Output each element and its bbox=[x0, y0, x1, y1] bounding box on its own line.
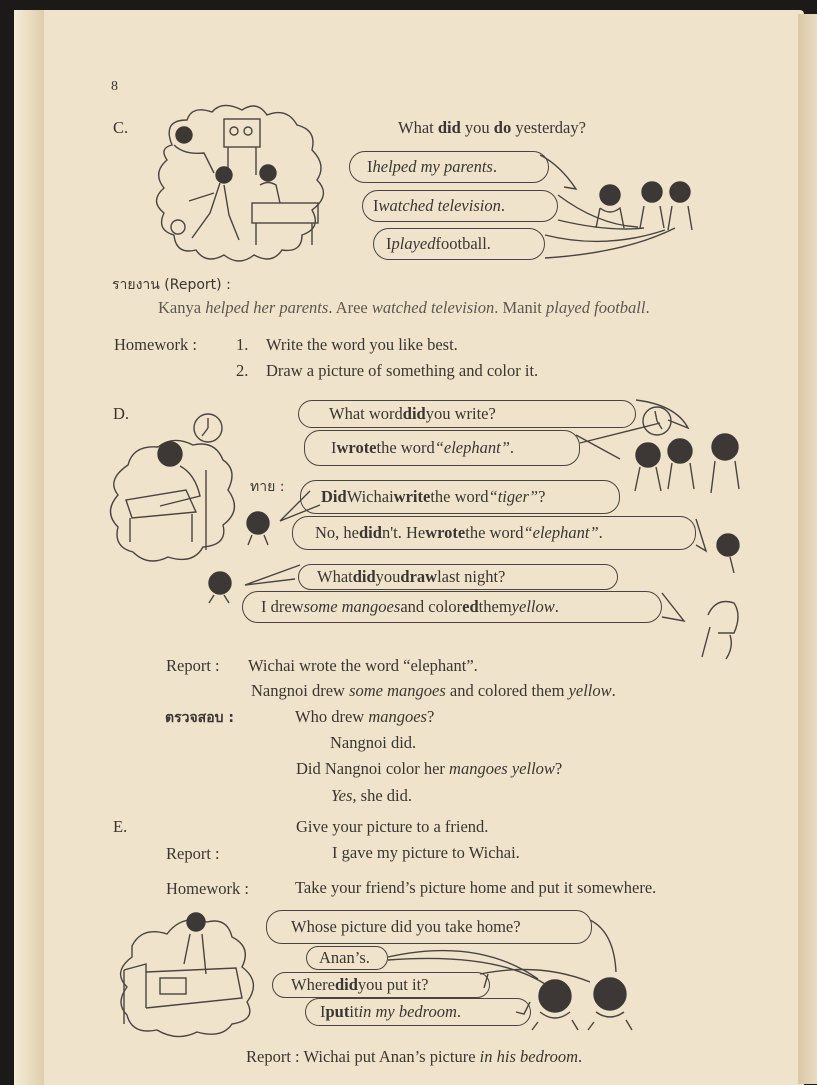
section-e-homework-label: Homework : bbox=[166, 879, 249, 898]
thought-cloud-illustration-bedroom bbox=[112, 906, 262, 1041]
bubble-tails-and-boys-e bbox=[380, 912, 640, 1032]
guess-label: ทาย : bbox=[250, 479, 285, 495]
speech-bubble-what-did-you-draw: What did you draw last night? bbox=[298, 564, 618, 590]
section-c-homework-label: Homework : bbox=[114, 335, 197, 354]
section-e-report-label: Report : bbox=[166, 844, 220, 863]
thought-cloud-illustration-activities bbox=[152, 105, 332, 265]
section-c-label: C. bbox=[113, 118, 129, 137]
check-question-2: Did Nangnoi color her mangoes yellow? bbox=[296, 759, 563, 778]
homework-item-2: Draw a picture of something and color it. bbox=[266, 361, 539, 380]
check-question-1: Who drew mangoes? bbox=[295, 707, 435, 726]
section-c-report: Kanya helped her parents. Aree watched television. Manit played football. bbox=[158, 298, 650, 317]
section-e-report: I gave my picture to Wichai. bbox=[332, 843, 520, 862]
speech-bubble-answer-3: I played football. bbox=[373, 228, 545, 260]
page-right-edge bbox=[798, 14, 817, 1084]
page-left-edge bbox=[14, 10, 44, 1085]
homework-item-1-number: 1. bbox=[236, 335, 249, 354]
speech-bubble-did-wichai-write: Did Wichai write the word “tiger” ? bbox=[300, 480, 620, 514]
homework-item-1: Write the word you like best. bbox=[266, 335, 458, 354]
speech-bubble-answer-1: I helped my parents . bbox=[349, 151, 549, 183]
check-answer-2: Yes, she did. bbox=[331, 786, 413, 805]
page-number: 8 bbox=[111, 79, 118, 94]
section-d-label: D. bbox=[113, 404, 130, 423]
section-c-question: What did you do yesterday? bbox=[398, 118, 586, 137]
speech-bubble-whose-picture: Whose picture did you take home? bbox=[266, 910, 592, 944]
speech-bubble-no-he-didnt: No, he did n't. He wrote the word “elephant” . bbox=[292, 516, 696, 550]
speech-bubble-drew-mangoes: I drew some mangoes and color ed them yellow . bbox=[242, 591, 662, 623]
section-e-final-report: Report : Wichai put Anan’s picture in his bedroom. bbox=[246, 1047, 583, 1066]
speech-bubble-what-word: What word did you write? bbox=[298, 400, 636, 428]
section-d-report-line-1: Wichai wrote the word “elephant”. bbox=[248, 656, 478, 675]
speech-bubble-where-did-you-put-it: Where did you put it? bbox=[272, 972, 490, 998]
bubble-tails-and-children-d bbox=[200, 395, 760, 665]
check-label: ตรวจสอบ : bbox=[165, 710, 234, 726]
speech-bubble-answer-2: I watched television . bbox=[362, 190, 558, 222]
check-answer-1: Nangnoi did. bbox=[330, 733, 417, 752]
section-e-homework: Take your friend’s picture home and put it somewhere. bbox=[295, 878, 657, 897]
homework-item-2-number: 2. bbox=[236, 361, 249, 380]
speech-bubble-anans: Anan’s. bbox=[306, 946, 388, 970]
section-e-label: E. bbox=[113, 817, 128, 836]
section-d-report-line-2: Nangnoi drew some mangoes and colored them yellow. bbox=[251, 681, 616, 700]
section-d-report-label: Report : bbox=[166, 656, 220, 675]
section-e-instruction: Give your picture to a friend. bbox=[296, 817, 489, 836]
speech-bubble-put-in-bedroom: I put it in my bedroom . bbox=[305, 998, 531, 1026]
section-c-report-label: รายงาน (Report) : bbox=[112, 277, 231, 293]
bubble-tails-and-children-c bbox=[540, 150, 710, 265]
speech-bubble-wrote-elephant: I wrote the word “elephant” . bbox=[304, 430, 580, 466]
